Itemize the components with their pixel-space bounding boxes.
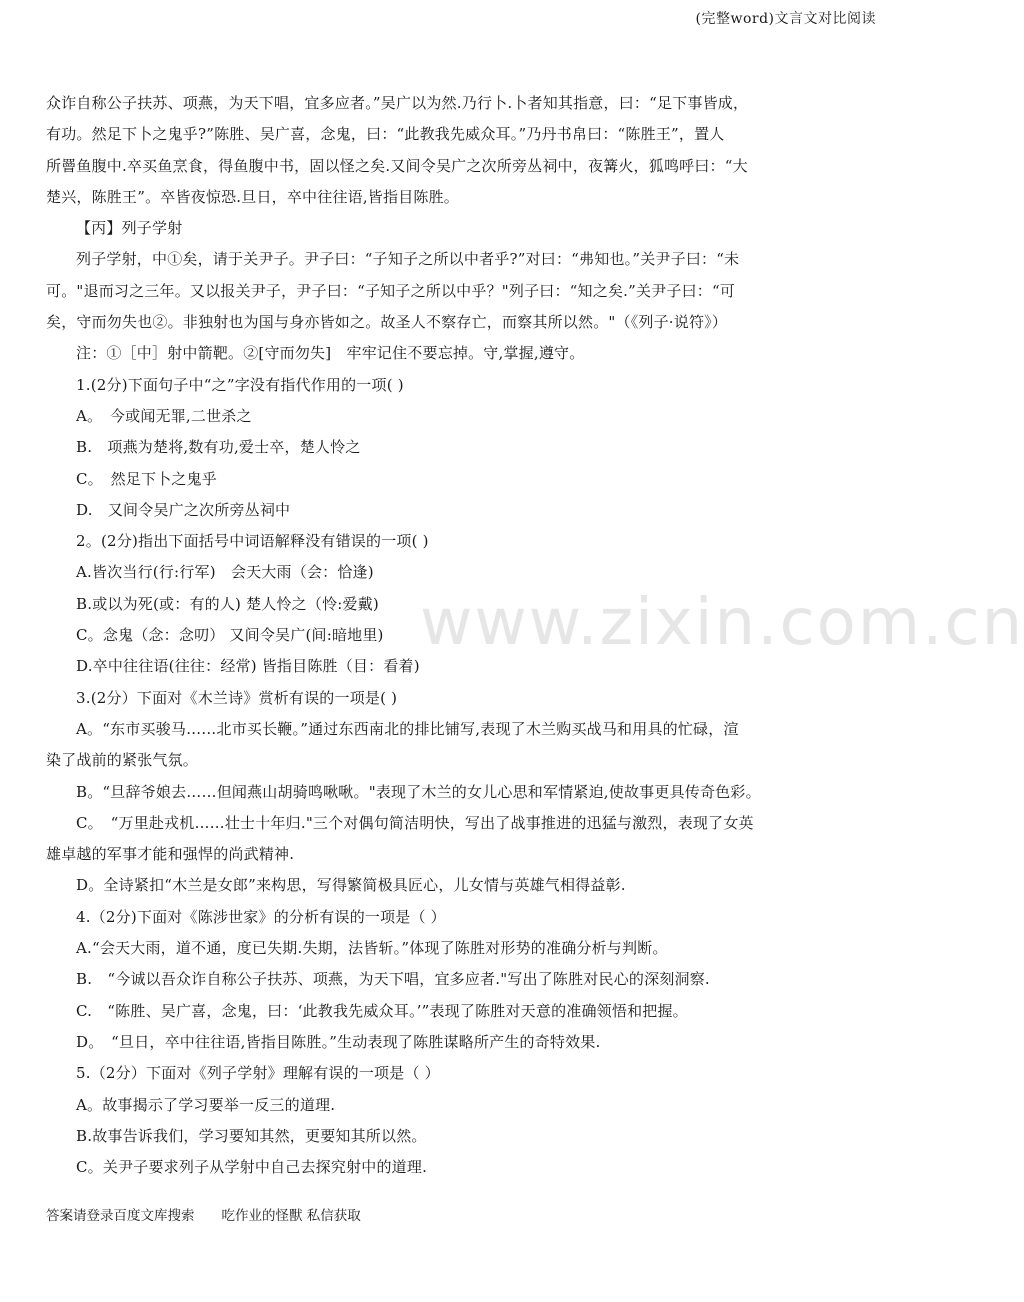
text-line: A.“会天大雨，道不通，度已失期.失期，法皆斩。”体现了陈胜对形势的准确分析与判断。: [76, 939, 668, 958]
text-line: B.故事告诉我们，学习要知其然，更要知其所以然。: [76, 1126, 427, 1145]
text-line: 列子学射，中①矣，请于关尹子。尹子曰：“子知子之所以中者乎?”对曰：“弗知也。”关尹子曰：“未: [76, 250, 740, 269]
text-line: 【丙】列子学射: [76, 219, 183, 238]
text-line: D。 “旦日，卒中往往语,皆指目陈胜。”生动表现了陈胜谋略所产生的奇特效果.: [76, 1032, 601, 1051]
text-line: 3.(2分）下面对《木兰诗》赏析有误的一项是( ): [76, 688, 398, 707]
text-line: 染了战前的紧张气氛。: [46, 751, 199, 770]
page-footer: 答案请登录百度文库搜索 吃作业的怪獸 私信获取: [46, 1208, 361, 1224]
text-line: 有功。然足下卜之鬼乎?”陈胜、吴广喜，念鬼，曰：“此教我先威众耳。”乃丹书帛曰：“陈胜王”，置人: [46, 125, 725, 144]
text-line: 雄卓越的军事才能和强悍的尚武精神.: [46, 845, 295, 864]
text-line: B. “今诚以吾众诈自称公子扶苏、项燕，为天下唱，宜多应者."写出了陈胜对民心的深刻洞察.: [76, 970, 710, 989]
document-body: [46, 88, 878, 1183]
text-line: D. 又间令吴广之次所旁丛祠中: [76, 500, 291, 519]
page-header: (完整word)文言文对比阅读: [695, 11, 876, 27]
text-line: 4.（2分)下面对《陈涉世家》的分析有误的一项是（ ）: [76, 907, 446, 926]
text-line: A。故事揭示了学习要举一反三的道理.: [76, 1095, 336, 1114]
text-line: D。全诗紧扣“木兰是女郎”来构思，写得繁简极具匠心，儿女情与英雄气相得益彰.: [76, 876, 626, 895]
text-line: 2。(2分)指出下面括号中词语解释没有错误的一项( ): [76, 532, 429, 551]
text-line: 所罾鱼腹中.卒买鱼烹食，得鱼腹中书，固以怪之矣.又间令吴广之次所旁丛祠中，夜篝火，狐鸣呼曰：“大: [46, 156, 748, 175]
text-line: D.卒中往往语(往往：经常) 皆指目陈胜（目：看着): [76, 657, 420, 676]
text-line: C. “陈胜、吴广喜，念鬼，曰：‘此教我先威众耳。’”表现了陈胜对天意的准确领悟和把握。: [76, 1001, 688, 1020]
text-line: B。“旦辞爷娘去……但闻燕山胡骑鸣啾啾。"表现了木兰的女儿心思和军情紧迫,使故事更具传奇色彩。: [76, 782, 761, 801]
text-line: B. 项燕为楚将,数有功,爱士卒，楚人怜之: [76, 438, 361, 457]
text-line: 1.(2分)下面句子中“之”字没有指代作用的一项( ): [76, 375, 404, 394]
text-line: 5.（2分）下面对《列子学射》理解有误的一项是（ ）: [76, 1064, 440, 1083]
text-line: A.皆次当行(行:行军) 会天大雨（会：恰逢): [76, 563, 374, 582]
watermark: www.zixin.com.cn: [420, 586, 1024, 660]
text-line: C。关尹子要求列子从学射中自己去探究射中的道理.: [76, 1158, 428, 1177]
text-line: C。 “万里赴戎机……壮士十年归."三个对偶句简洁明快，写出了战事推进的迅猛与激烈，表现了女英: [76, 813, 754, 832]
text-line: A。 今或闻无罪,二世杀之: [76, 406, 252, 425]
text-line: 矣，守而勿失也②。非独射也为国与身亦皆如之。故圣人不察存亡，而察其所以然。"（《列子·说符》）: [46, 313, 728, 332]
text-line: 楚兴，陈胜王”。卒皆夜惊恐.旦日，卒中往往语,皆指目陈胜。: [46, 187, 460, 206]
text-line: 注：①［中］射中箭靶。②[守而勿失] 牢牢记住不要忘掉。守,掌握,遵守。: [76, 344, 585, 363]
text-line: 众诈自称公子扶苏、项燕，为天下唱，宜多应者。”吴广以为然.乃行卜.卜者知其指意，曰：“足下事皆成，: [46, 94, 749, 112]
text-line: 可。"退而习之三年。又以报关尹子，尹子曰：“子知子之所以中乎？"列子曰：“知之矣.”关尹子曰：“可: [46, 281, 736, 300]
text-line: A。“东市买骏马……北市买长鞭。”通过东西南北的排比铺写,表现了木兰购买战马和用具的忙碌，渲: [76, 719, 739, 738]
text-line: B.或以为死(或：有的人) 楚人怜之（怜:爱戴): [76, 594, 379, 613]
text-line: C。念鬼（念：念叨） 又间令吴广(间:暗地里): [76, 626, 384, 645]
text-line: C。 然足下卜之鬼乎: [76, 469, 217, 488]
